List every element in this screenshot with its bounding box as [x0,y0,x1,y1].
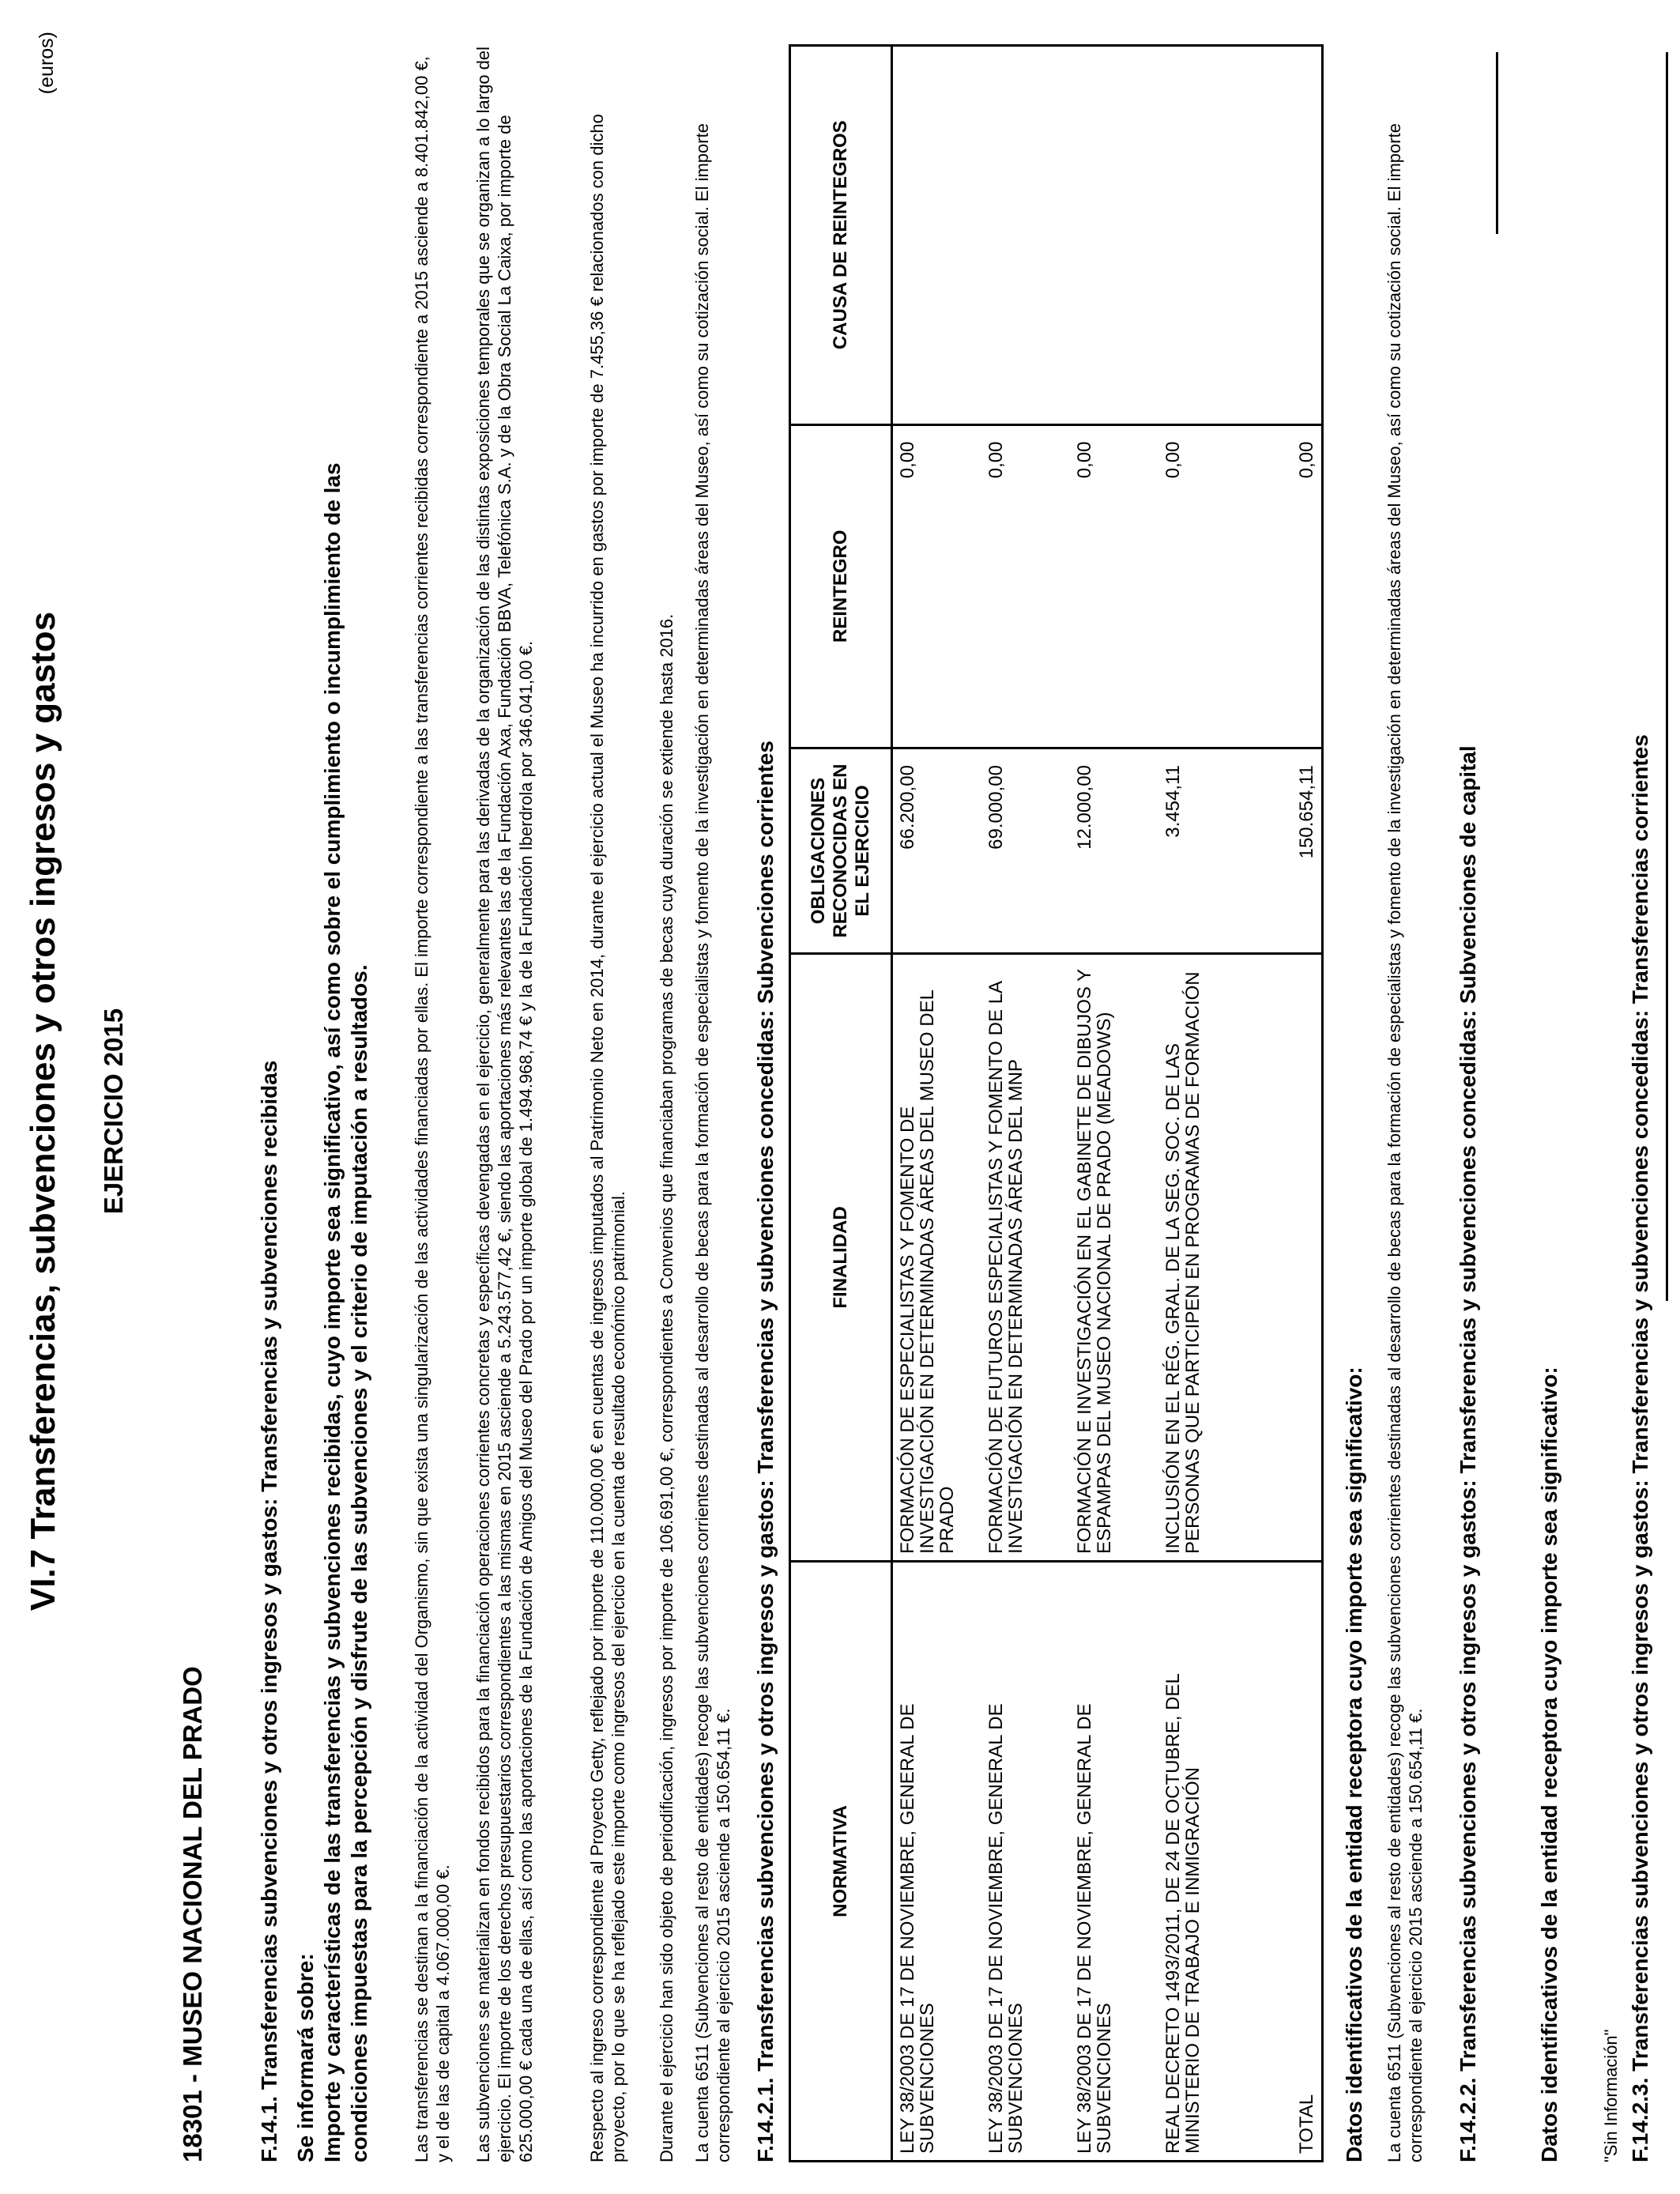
header-obligaciones: OBLIGACIONES RECONOCIDAS EN EL EJERCICIO [790,748,892,954]
entity-heading: 18301 - MUSEO NACIONAL DEL PRADO [178,1666,207,2162]
cell-reintegro: 0,00 [1158,424,1263,748]
total-causa-empty [1263,46,1323,425]
units-label: (euros) [36,32,58,95]
cell-finalidad: FORMACIÓN DE ESPECIALISTAS Y FOMENTO DE INVESTIGACIÓN EN DETERMINADAS ÁREAS DEL MUSEO DEL PRADO [892,953,982,1561]
cell-normativa: REAL DECRETO 1493/2011, DE 24 DE OCTUBRE, DEL MINISTERIO DE TRABAJO E INMIGRACIÓN [1158,1561,1263,2161]
total-finalidad-empty [1263,953,1323,1561]
cell-normativa: LEY 38/2003 DE 17 DE NOVIEMBRE, GENERAL DE SUBVENCIONES [892,1561,982,2161]
sin-informacion-text: "Sin Información" [1601,2029,1621,2162]
paragraph-periodificacion: Durante el ejercicio han sido objeto de periodificación, ingresos por importe de 106.691,00 €, correspondientes a Convenios que financiaban programas de becas cuya duración se extiende hasta 2016. [657,613,676,2162]
document-title: VI.7 Transferencias, subvenciones y otros ingresos y gastos [24,611,62,1612]
header-normativa: NORMATIVA [790,1561,892,2161]
header-reintegro: REINTEGRO [790,424,892,748]
total-label: TOTAL [1263,1561,1323,2161]
table-header-row [790,46,892,2162]
cell-obligaciones: 12.000,00 [1070,748,1158,954]
total-reintegro: 0,00 [1263,424,1323,748]
section-f141-heading: F.14.1. Transferencias subvenciones y otros ingresos y gastos: Transferencias y subvenciones recibidas [257,1060,281,2162]
section-f1421-heading: F.14.2.1. Transferencias subvenciones y otros ingresos y gastos: Transferencias y subvenciones concedidas: Subvenciones corrientes [753,741,778,2162]
paragraph-transferencias: Las transferencias se destinan a la financiación de la actividad del Organismo, sin que exista una singularización de las actividades financiadas por ellas. El importe correspondiente a las transferencias corrientes recibidas correspondiente a 2015 asciende a 8.401.842,00 €, y el de las de capital a 4.067.000,00 €. [412,56,453,2162]
total-obligaciones: 150.654,11 [1263,748,1323,954]
paragraph-cuenta-6511: La cuenta 6511 (Subvenciones al resto de entidades) recoge las subvenciones corrientes destinadas al desarrollo de becas para la formación de especialistas y fomento de la investigación en determinadas áreas del Museo, así como su cotización social. El importe correspondiente al ejercicio 2015 asciende a 150.654,11 €. [692,123,733,2162]
table-row [981,46,1070,2162]
table-total-row [1263,46,1323,2162]
divider-rule [1496,52,1498,234]
datos-receptora-capital-heading: Datos identificativos de la entidad receptora cuyo importe sea significativo: [1537,1367,1561,2162]
inform-block [292,76,373,2162]
cell-finalidad: FORMACIÓN E INVESTIGACIÓN EN EL GABINETE DE DIBUJOS Y ESPAMPAS DEL MUSEO NACIONAL DE PRADO (MEADOWS) [1070,953,1158,1561]
cell-causa [1158,46,1263,425]
cell-reintegro: 0,00 [1070,424,1158,748]
cell-normativa: LEY 38/2003 DE 17 DE NOVIEMBRE, GENERAL DE SUBVENCIONES [1070,1561,1158,2161]
header-finalidad: FINALIDAD [790,953,892,1561]
cell-obligaciones: 66.200,00 [892,748,982,954]
cell-obligaciones: 69.000,00 [981,748,1070,954]
cell-causa [1070,46,1158,425]
fiscal-year-heading: EJERCICIO 2015 [99,1008,128,1215]
section-f1422-heading: F.14.2.2. Transferencias subvenciones y otros ingresos y gastos: Transferencias y subvenciones concedidas: Subvenciones de capital [1456,745,1480,2162]
header-causa: CAUSA DE REINTEGROS [790,46,892,425]
cell-obligaciones: 3.454,11 [1158,748,1263,954]
table-row [892,46,982,2162]
cell-finalidad: FORMACIÓN DE FUTUROS ESPECIALISTAS Y FOMENTO DE LA INVESTIGACIÓN EN DETERMINADAS ÁREAS DEL MNP [981,953,1070,1561]
section-f1423-heading: F.14.2.3. Transferencias subvenciones y otros ingresos y gastos: Transferencias y subvenciones concedidas: Transferencias corrientes [1628,734,1652,2162]
subvenciones-table [789,44,1324,2162]
cell-reintegro: 0,00 [981,424,1070,748]
paragraph-cuenta-6511-receptora: La cuenta 6511 (Subvenciones al resto de entidades) recoge las subvenciones corrientes destinadas al desarrollo de becas para la formación de especialistas y fomento de la investigación en determinadas áreas del Museo, así como su cotización social. El importe correspondiente al ejercicio 2015 asciende a 150.654,11 €. [1384,123,1426,2162]
cell-normativa: LEY 38/2003 DE 17 DE NOVIEMBRE, GENERAL DE SUBVENCIONES [981,1561,1070,2161]
paragraph-subvenciones: Las subvenciones se materializan en fondos recibidos para la financiación operaciones corrientes concretas y específicas devengadas en el ejercicio, generalmente para las derivadas de la organización de las distintas exposiciones temporales que se organizan a lo largo del ejercicio. El importe de los derechos presupuestarios correspondientes a las mismas en 2015 asciende a 5.243.577,42 €, siendo las aportaciones más relevantes las de la Fundación Axa, Fundación BBVA, Telefónica S.A. y de la Obra Social La Caixa, por importe de 625.000,00 € cada una de ellas, así como las aportaciones de la Fundación de Amigos del Museo del Prado por un importe global de 1.494.968,74 € y la de la Fundación Iberdrola por 346.041,00 €. [473,46,536,2162]
datos-receptora-heading: Datos identificativos de la entidad receptora cuyo importe sea significativo: [1342,1367,1366,2162]
table-row [1070,46,1158,2162]
cell-causa [981,46,1070,425]
cell-reintegro: 0,00 [892,424,982,748]
cell-causa [892,46,982,425]
paragraph-getty: Respecto al ingreso correspondiente al Proyecto Getty, reflejado por importe de 110.000,00 € en cuentas de ingresos imputados al Patrimonio Neto en 2014, durante el ejercicio actual el Museo ha incurrido en gastos por importe de 7.455,36 € relacionados con dicho proyecto, por lo que se ha reflejado este importe como ingresos del ejercicio en la cuenta de resultado económico patrimonial. [587,114,628,2162]
inform-label: Se informará sobre: [293,1953,318,2162]
inform-text-1: Importe y características de las transferencias y subvenciones recibidas, cuyo importe sea significativo, así como sobre el cumplimiento o incumplimiento de las [320,462,345,2162]
cell-finalidad: INCLUSIÓN EN EL RÉG. GRAL. DE LA SEG. SOC. DE LAS PERSONAS QUE PARTICIPEN EN PROGRAMAS DE FORMACIÓN [1158,953,1263,1561]
divider-rule-bottom [1666,52,1668,1301]
inform-text-2: condiciones impuestas para la percepción y disfrute de las subvenciones y el criterio de imputación a resultados. [347,964,371,2162]
table-row [1158,46,1263,2162]
